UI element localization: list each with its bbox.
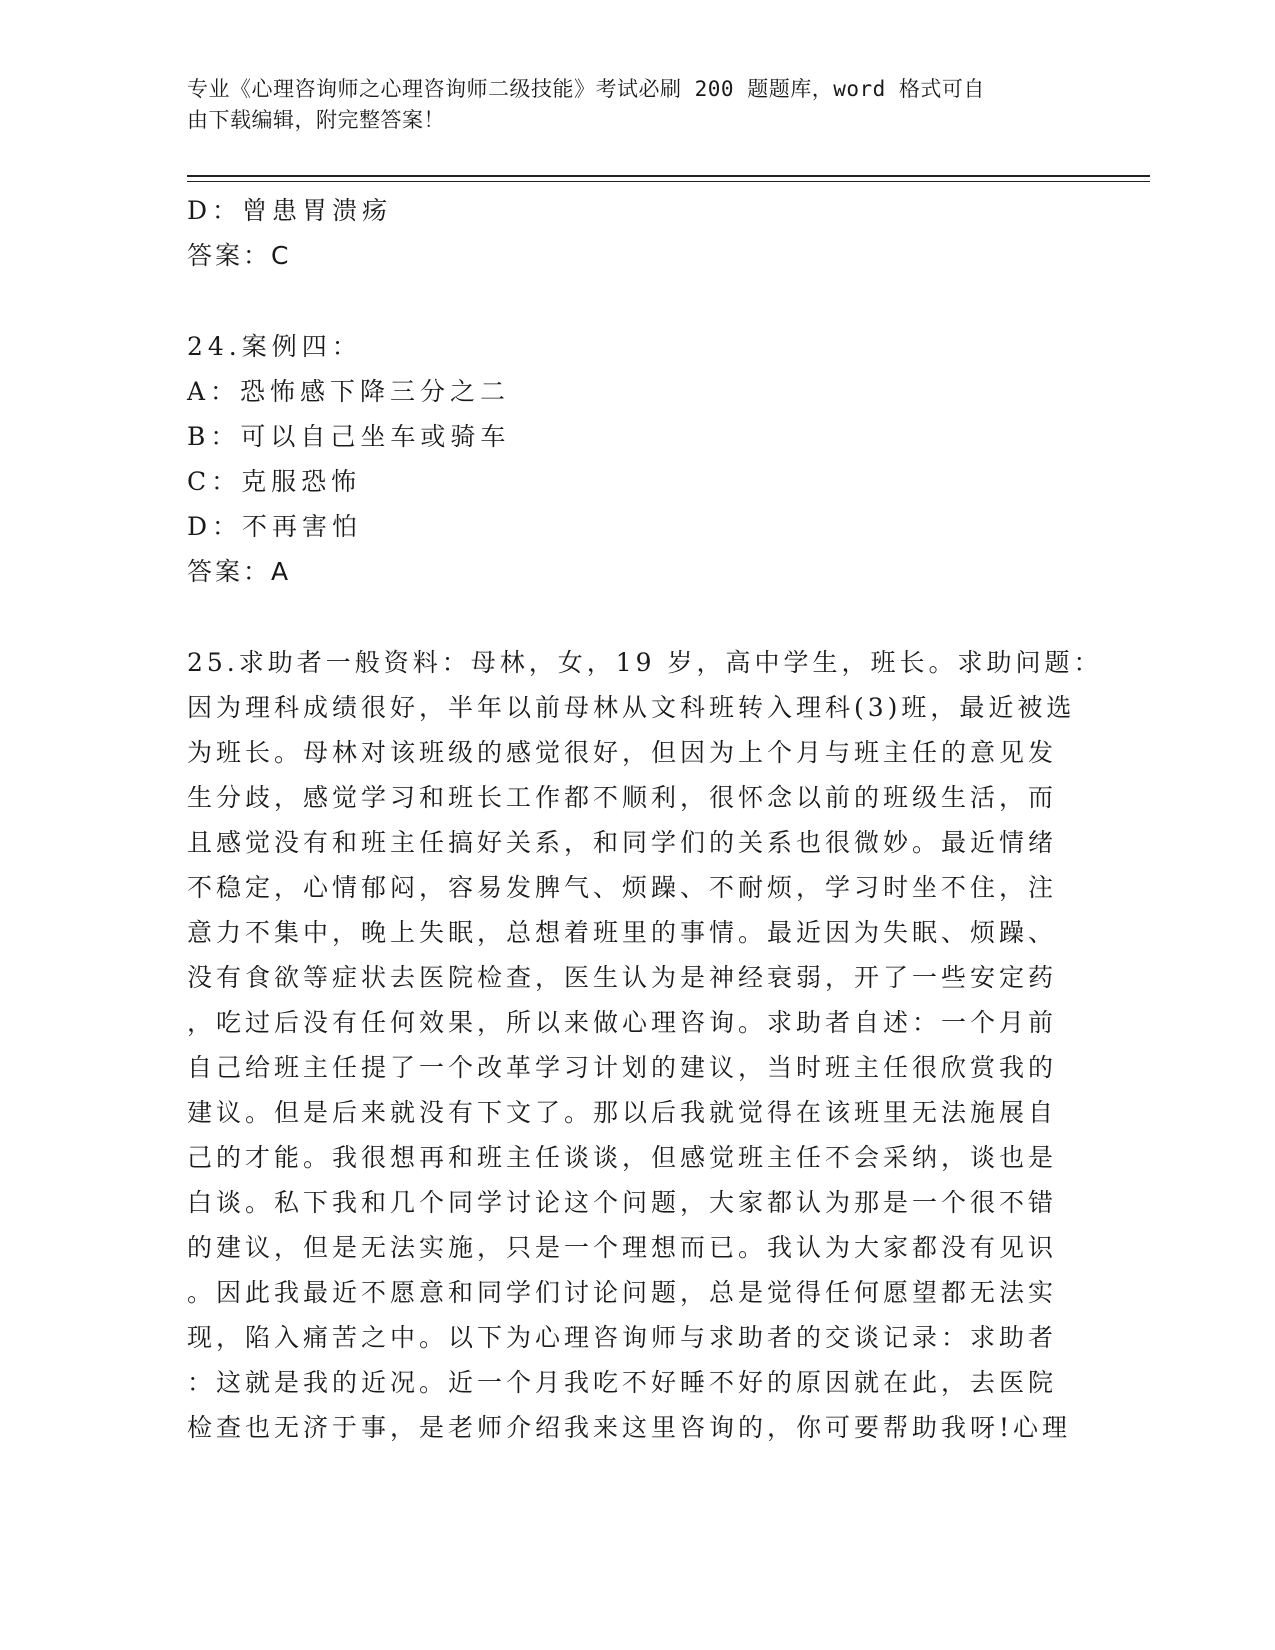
q23-answer: 答案：C bbox=[187, 241, 292, 270]
header-line-2: 由下载编辑，附完整答案！ bbox=[187, 108, 445, 132]
q25-line: ：这就是我的近况。近一个月我吃不好睡不好的原因就在此，去医院 bbox=[187, 1368, 1058, 1397]
spacer bbox=[187, 594, 1087, 640]
q24-option-d: D：不再害怕 bbox=[187, 512, 363, 541]
q24-option-b: B：可以自己坐车或骑车 bbox=[187, 422, 511, 451]
q25-line: 且感觉没有和班主任搞好关系，和同学们的关系也很微妙。最近情绪 bbox=[187, 828, 1058, 857]
q25-line: 检查也无济于事，是老师介绍我来这里咨询的，你可要帮助我呀!心理 bbox=[187, 1413, 1072, 1442]
q25-line: 白谈。私下我和几个同学讨论这个问题，大家都认为那是一个很不错 bbox=[187, 1188, 1058, 1217]
q25-line: 的建议，但是无法实施，只是一个理想而已。我认为大家都没有见识 bbox=[187, 1233, 1058, 1262]
q25-line: 现，陷入痛苦之中。以下为心理咨询师与求助者的交谈记录：求助者 bbox=[187, 1323, 1058, 1352]
q24-answer: 答案：A bbox=[187, 557, 292, 586]
q25-line: 建议。但是后来就没有下文了。那以后我就觉得在该班里无法施展自 bbox=[187, 1098, 1058, 1127]
q25-line: 自己给班主任提了一个改革学习计划的建议，当时班主任很欣赏我的 bbox=[187, 1053, 1058, 1082]
page-header bbox=[187, 74, 1067, 136]
q24-option-c: C：克服恐怖 bbox=[187, 467, 362, 496]
spacer bbox=[187, 278, 1087, 324]
q25-line: 不稳定，心情郁闷，容易发脾气、烦躁、不耐烦，学习时坐不住，注 bbox=[187, 873, 1058, 902]
q25-line: 没有食欲等症状去医院检查，医生认为是神经衰弱，开了一些安定药 bbox=[187, 963, 1058, 992]
header-divider-thin bbox=[187, 181, 1150, 182]
header-divider bbox=[187, 175, 1150, 177]
q25-line: 25.求助者一般资料：母林，女，19 岁，高中学生，班长。求助问题： bbox=[187, 648, 1103, 677]
q25-line: 因为理科成绩很好，半年以前母林从文科班转入理科(3)班，最近被选 bbox=[187, 693, 1076, 722]
q24-option-a: A：恐怖感下降三分之二 bbox=[187, 377, 511, 406]
q25-line: 生分歧，感觉学习和班长工作都不顺利，很怀念以前的班级生活，而 bbox=[187, 783, 1058, 812]
q25-line: 意力不集中，晚上失眠，总想着班里的事情。最近因为失眠、烦躁、 bbox=[187, 918, 1058, 947]
q24-stem: 24.案例四： bbox=[187, 332, 362, 361]
q25-line: 己的才能。我很想再和班主任谈谈，但感觉班主任不会采纳，谈也是 bbox=[187, 1143, 1058, 1172]
q25-paragraph bbox=[187, 640, 1103, 1450]
q25-line: 。因此我最近不愿意和同学们讨论问题，总是觉得任何愿望都无法实 bbox=[187, 1278, 1058, 1307]
q25-line: ，吃过后没有任何效果，所以来做心理咨询。求助者自述：一个月前 bbox=[187, 1008, 1058, 1037]
q25-line: 为班长。母林对该班级的感觉很好，但因为上个月与班主任的意见发 bbox=[187, 738, 1058, 767]
document-body bbox=[187, 188, 1103, 1450]
header-line-1: 专业《心理咨询师之心理咨询师二级技能》考试必刷 200 题题库，word 格式可自 bbox=[187, 77, 985, 101]
q23-option-d: D：曾患胃溃疡 bbox=[187, 196, 393, 225]
